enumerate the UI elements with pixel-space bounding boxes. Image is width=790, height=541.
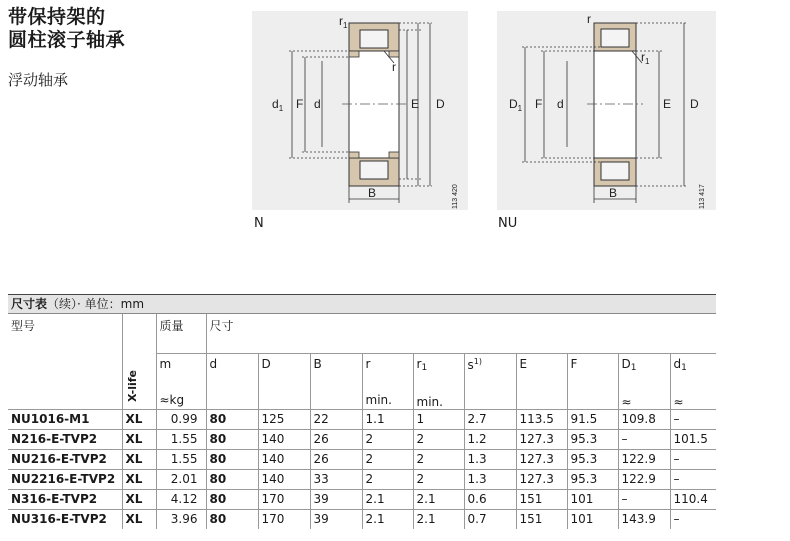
diagram-n-caption: N [254, 216, 264, 231]
cell-xlife: XL [122, 469, 156, 489]
cell-s: 0.6 [464, 489, 516, 509]
header-E: E [516, 353, 567, 409]
diagram-n-drawing [252, 11, 468, 210]
table-row [8, 469, 716, 489]
header-xlife: X-life [122, 314, 156, 409]
cell-B: 26 [310, 449, 362, 469]
cell-F: 101 [567, 509, 618, 529]
header-F: F [567, 353, 618, 409]
svg-text:r1: $r_1$ [641, 50, 650, 66]
cell-D: 140 [258, 469, 310, 489]
cell-m: 4.12 [156, 489, 206, 509]
svg-text:B: B [609, 186, 618, 200]
cell-E: 127.3 [516, 429, 567, 449]
cell-D: 170 [258, 489, 310, 509]
cell-m: 0.99 [156, 409, 206, 429]
header-d: d [206, 353, 258, 409]
cell-D1: 143.9 [618, 509, 670, 529]
cell-E: 151 [516, 489, 567, 509]
cell-xlife: XL [122, 409, 156, 429]
label-r1-n: $r_1$ [339, 14, 348, 30]
cell-designation: NU216-E-TVP2 [8, 449, 122, 469]
svg-text:E: E [663, 97, 672, 111]
svg-text:D: D [436, 97, 445, 111]
table-row [8, 429, 716, 449]
header-s: $s^{1)}$ [464, 353, 516, 409]
cell-m: 3.96 [156, 509, 206, 529]
svg-text:B: B [368, 186, 377, 200]
cell-B: 22 [310, 409, 362, 429]
cell-B: 33 [310, 469, 362, 489]
cell-m: 1.55 [156, 429, 206, 449]
cell-D1: 109.8 [618, 409, 670, 429]
header-B: B [310, 353, 362, 409]
cell-d1: – [670, 509, 716, 529]
cell-r: 2.1 [362, 509, 413, 529]
diagram-nu-drawing [497, 11, 716, 210]
cell-xlife: XL [122, 489, 156, 509]
cell-s: 1.3 [464, 469, 516, 489]
cell-designation: NU1016-M1 [8, 409, 122, 429]
cell-E: 151 [516, 509, 567, 529]
table-caption-suffix: （续）· 单位：mm [47, 297, 145, 311]
table-row [8, 489, 716, 509]
page-title [8, 6, 125, 52]
cell-d1: – [670, 449, 716, 469]
header-dimensions: 尺寸 [206, 314, 716, 353]
dimension-table [8, 314, 716, 529]
cell-xlife: XL [122, 429, 156, 449]
cell-d: 80 [206, 409, 258, 429]
table-header-row-1 [8, 314, 716, 353]
cell-E: 127.3 [516, 449, 567, 469]
cell-r1: 2 [413, 449, 464, 469]
page-subtitle: 浮动轴承 [8, 71, 69, 89]
cell-F: 95.3 [567, 429, 618, 449]
cell-d: 80 [206, 469, 258, 489]
cell-D1: 122.9 [618, 449, 670, 469]
svg-text:D1: $D_1$ [509, 97, 523, 113]
table-row [8, 449, 716, 469]
svg-text:d1: $d_1$ [272, 97, 284, 113]
cell-r1: 2 [413, 469, 464, 489]
svg-text:F: F [296, 97, 304, 111]
header-r1: $r_1$ min. [413, 353, 464, 409]
header-r: r min. [362, 353, 413, 409]
title-line-2: 圆柱滚子轴承 [8, 29, 126, 51]
cell-d1: – [670, 469, 716, 489]
cell-m: 1.55 [156, 449, 206, 469]
cell-F: 91.5 [567, 409, 618, 429]
cell-D: 140 [258, 449, 310, 469]
cell-r: 2 [362, 469, 413, 489]
diagram-nu-caption: NU [498, 216, 518, 231]
cell-d: 80 [206, 429, 258, 449]
cell-r1: 2.1 [413, 509, 464, 529]
diagram-nu [497, 11, 716, 210]
cell-s: 2.7 [464, 409, 516, 429]
svg-text:E: E [411, 97, 420, 111]
cell-r1: 1 [413, 409, 464, 429]
cell-D1: 122.9 [618, 469, 670, 489]
header-m: m ≈kg [156, 353, 206, 409]
cell-r: 2 [362, 429, 413, 449]
cell-r1: 2 [413, 429, 464, 449]
cell-d1: – [670, 409, 716, 429]
cell-F: 101 [567, 489, 618, 509]
cell-F: 95.3 [567, 469, 618, 489]
cell-E: 113.5 [516, 409, 567, 429]
cell-d: 80 [206, 509, 258, 529]
header-D1: $D_1$ ≈ [618, 353, 670, 409]
header-D: D [258, 353, 310, 409]
cell-s: 1.3 [464, 449, 516, 469]
cell-designation: NU316-E-TVP2 [8, 509, 122, 529]
table-row [8, 509, 716, 529]
cell-r: 2 [362, 449, 413, 469]
svg-text:d: d [557, 97, 564, 111]
cell-s: 1.2 [464, 429, 516, 449]
cell-s: 0.7 [464, 509, 516, 529]
cell-F: 95.3 [567, 449, 618, 469]
svg-text:r: r [587, 12, 591, 26]
svg-text:113 420: 113 420 [452, 184, 459, 209]
svg-text:D: D [690, 97, 699, 111]
cell-xlife: XL [122, 509, 156, 529]
cell-d1: 110.4 [670, 489, 716, 509]
cell-D: 125 [258, 409, 310, 429]
cell-designation: N316-E-TVP2 [8, 489, 122, 509]
table-caption [8, 294, 716, 314]
cell-B: 26 [310, 429, 362, 449]
table-caption-title: 尺寸表 [11, 297, 48, 311]
svg-text:d: d [314, 97, 321, 111]
svg-text:113 417: 113 417 [699, 184, 706, 209]
cell-r: 1.1 [362, 409, 413, 429]
svg-text:F: F [535, 97, 543, 111]
cell-xlife: XL [122, 449, 156, 469]
diagram-n [252, 11, 468, 210]
cell-designation: NU2216-E-TVP2 [8, 469, 122, 489]
table-row [8, 409, 716, 429]
cell-d1: 101.5 [670, 429, 716, 449]
cell-d: 80 [206, 449, 258, 469]
table-body [8, 409, 716, 529]
cell-B: 39 [310, 509, 362, 529]
cell-D1: – [618, 489, 670, 509]
cell-E: 127.3 [516, 469, 567, 489]
cell-r: 2.1 [362, 489, 413, 509]
header-d1: $d_1$ ≈ [670, 353, 716, 409]
cell-r1: 2.1 [413, 489, 464, 509]
cell-D1: – [618, 429, 670, 449]
cell-designation: N216-E-TVP2 [8, 429, 122, 449]
title-line-1: 带保持架的 [8, 6, 106, 28]
cell-D: 170 [258, 509, 310, 529]
cell-D: 140 [258, 429, 310, 449]
cell-d: 80 [206, 489, 258, 509]
header-mass: 质量 [156, 314, 206, 353]
header-designation: 型号 [11, 319, 36, 333]
cell-m: 2.01 [156, 469, 206, 489]
cell-B: 39 [310, 489, 362, 509]
svg-text:r: r [392, 60, 396, 74]
